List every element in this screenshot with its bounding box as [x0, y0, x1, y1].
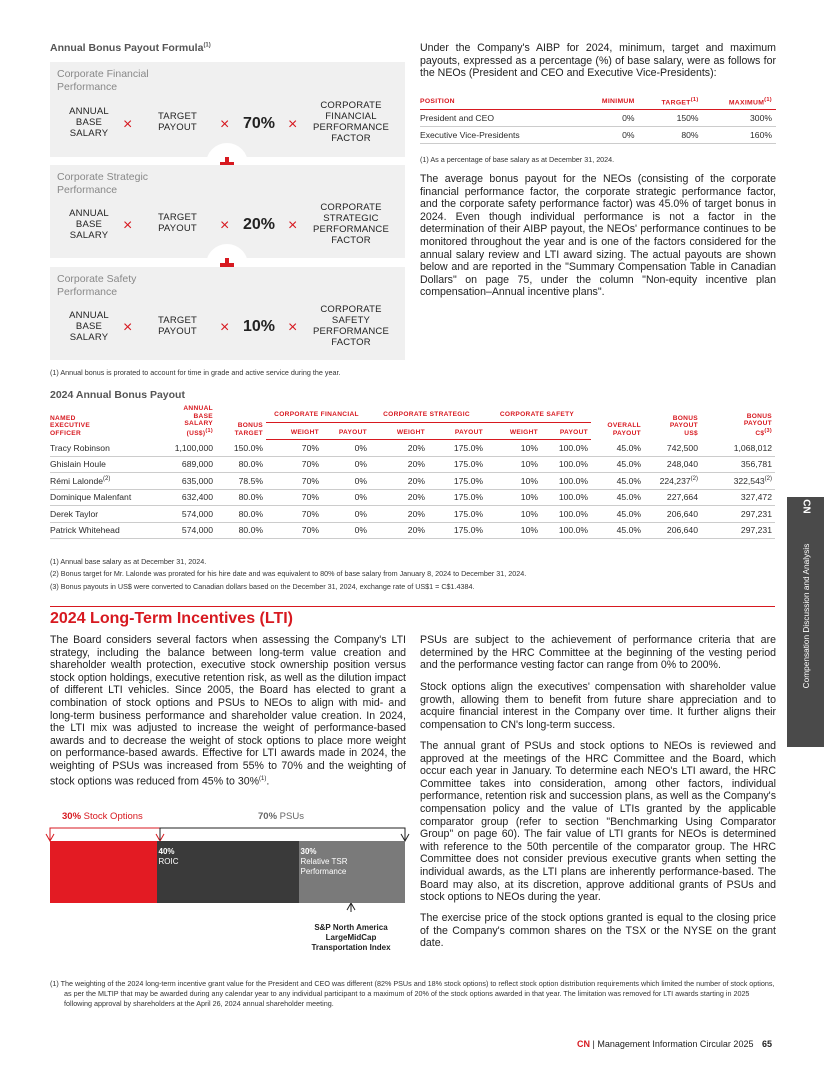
lti-left-paragraph: The Board considers several factors when assessing the Company's LTI strategy, including the balance between long-term value creation and shareholder wealth protection, executive stock ownership position versus stock option holdings, executive retention risk, as well as the dilution impact of different LTI vehicles. Since 2005, the Board has elected to grant a combination of stock options and PSUs to NEOs to align with mid- and long-term business performance and shareholder value creation. In 2024, the LTI mix was adjusted to increase the weight of performance-based awards and to decrease the weight of stock options to place more weight on performance-based awards. Effective for LTI awards made in 2024, the weighting of PSUs was increased from 55% to 70% and the weighting of stock options was reduced from 45% to 30%$^{(1)}$. — [50, 634, 406, 788]
formula-weight: 20% — [243, 216, 276, 233]
aibp-intro: Under the Company's AIBP for 2024, minimum, target and maximum payouts, expressed as a percentage (%) of base salary, were as follows for the NEOs (President and CEO and Executive Vice-Presidents): — [420, 42, 776, 80]
roic-bar: 40% ROIC — [157, 841, 299, 903]
col-weight: WEIGHT — [486, 422, 541, 439]
cn-logo: CN — [800, 499, 812, 514]
formula-term-factor: CORPORATE FINANCIAL PERFORMANCE FACTOR — [312, 100, 390, 144]
col-payout-us: BONUS PAYOUT US$ — [669, 414, 698, 437]
formula-term-salary: ANNUAL BASE SALARY — [69, 208, 109, 241]
formula-title: Annual Bonus Payout Formula$^{(1)}$ — [50, 42, 211, 54]
lti-footnote: (1) The weighting of the 2024 long-term incentive grant value for the President and CEO was different (82% PSUs and 18% stock options) to reflect stock option distribution requirements which limited the number of stock options, as per the MLTIP that may be awarded during any calendar year to any individual participant to a maximum of 20% of the stock options awarded in that year. The limitation was removed for LTI awards starting in 2025 following approval by shareholders at the April 26, 2024 annual shareholder meeting. — [50, 979, 775, 1008]
table-row: Derek Taylor 574,000 80.0% 70% 0% 20% 175.0% 10% 100.0% 45.0% 206,640 297,231 — [50, 506, 775, 523]
formula-block-name: Corporate Strategic Performance — [57, 171, 149, 196]
times-icon: × — [288, 319, 298, 336]
table-row: Dominique Malenfant 632,400 80.0% 70% 0% 20% 175.0% 10% 100.0% 45.0% 227,664 327,472 — [50, 489, 775, 506]
bonus-footnote: (1) Annual base salary as at December 31, 2024. — [50, 557, 207, 566]
formula-footnote: (1) Annual bonus is prorated to account for time in grade and active service during the year. — [50, 368, 341, 377]
stock-options-label: 30% Stock Options — [62, 811, 143, 822]
formula-term-target: TARGET PAYOUT — [157, 111, 198, 133]
col-salary: ANNUAL BASE SALARY (US$)$^{(1)}$ — [183, 405, 213, 437]
times-icon: × — [123, 217, 133, 234]
times-icon: × — [220, 319, 230, 336]
table-row: Tracy Robinson 1,100,000 150.0% 70% 0% 20% 175.0% 10% 100.0% 45.0% 742,500 1,068,012 — [50, 440, 775, 457]
bonus-footnote: (3) Bonus payouts in US$ were converted to Canadian dollars based on the December 31, 2024, exchange rate of US$1 = C$1.4384. — [50, 582, 475, 591]
formula-term-target: TARGET PAYOUT — [157, 315, 198, 337]
cn-logo: CN — [577, 1039, 590, 1049]
col-position: POSITION — [420, 94, 581, 110]
col-payout: PAYOUT — [428, 422, 486, 439]
col-officer: NAMED EXECUTIVE OFFICER — [50, 414, 91, 437]
col-payout: PAYOUT — [322, 422, 370, 439]
formula-term-target: TARGET PAYOUT — [157, 212, 198, 234]
col-bonus-target: BONUS TARGET — [234, 422, 263, 437]
psu-label: 70% PSUs — [258, 811, 304, 822]
group-safety: CORPORATE SAFETY — [486, 404, 591, 422]
bonus-table-title: 2024 Annual Bonus Payout — [50, 389, 185, 401]
lti-right-paragraph-1: PSUs are subject to the achievement of performance criteria that are determined by the HRC Committee at the beginning of the vesting period and the performance vesting factor can range from 0% to 200%. — [420, 634, 776, 672]
formula-term-factor: CORPORATE STRATEGIC PERFORMANCE FACTOR — [312, 202, 390, 246]
stock-options-bar — [50, 841, 157, 903]
table-row: Patrick Whitehead 574,000 80.0% 70% 0% 20% 175.0% 10% 100.0% 45.0% 206,640 297,231 — [50, 522, 775, 539]
table-row: Rémi Lalonde$^{(2)}$ 635,000 78.5% 70% 0% 20% 175.0% 10% 100.0% 45.0% 224,237$^{(2)}$ 322,543$^{(2)}$ — [50, 473, 775, 490]
col-minimum: MINIMUM — [581, 94, 638, 110]
table-row: Ghislain Houle 689,000 80.0% 70% 0% 20% 175.0% 10% 100.0% 45.0% 248,040 356,781 — [50, 456, 775, 473]
formula-weight: 10% — [243, 318, 276, 335]
formula-block-name: Corporate Financial Performance — [57, 68, 149, 93]
times-icon: × — [288, 116, 298, 133]
page-number: 65 — [761, 1039, 772, 1049]
col-payout: PAYOUT — [541, 422, 591, 439]
formula-term-salary: ANNUAL BASE SALARY — [69, 106, 109, 139]
formula-block-name: Corporate Safety Performance — [57, 273, 137, 298]
page-footer: CN | Management Information Circular 2025 65 — [577, 1039, 772, 1049]
group-strategic: CORPORATE STRATEGIC — [370, 404, 486, 422]
footer-text: Management Information Circular 2025 — [597, 1039, 754, 1049]
relative-tsr-bar: 30% Relative TSR Performance — [299, 841, 406, 903]
times-icon: × — [220, 217, 230, 234]
col-payout-cs: BONUS PAYOUT C\$$^{(3)}$ — [743, 412, 772, 437]
table-row: Executive Vice-Presidents 0% 80% 160% — [420, 127, 776, 144]
col-overall: OVERALL PAYOUT — [607, 422, 641, 437]
times-icon: × — [220, 116, 230, 133]
lti-right-paragraph-2: Stock options align the executives' compensation with shareholder value growth, allowing them to benefit from future share appreciation and to acquire financial interest in the Company over time. It further aligns their compensation to CN's long-term success. — [420, 681, 776, 731]
col-target: TARGET$^{(1)}$ — [639, 94, 703, 110]
col-weight: WEIGHT — [266, 422, 322, 439]
formula-term-salary: ANNUAL BASE SALARY — [69, 310, 109, 343]
bonus-footnote: (2) Bonus target for Mr. Lalonde was prorated for his hire date and was equivalent to 80% of base salary from January 8, 2024 to December 31, 2024. — [50, 569, 527, 578]
lti-right-paragraph-4: The exercise price of the stock options granted is equal to the closing price of the Company's common shares on the TSX or the NYSE on the grant date. — [420, 912, 776, 950]
side-tab-label: Compensation Discussion and Analysis — [801, 543, 811, 689]
col-maximum: MAXIMUM$^{(1)}$ — [703, 94, 776, 110]
table-row: President and CEO 0% 150% 300% — [420, 110, 776, 127]
lti-section-title: 2024 Long-Term Incentives (LTI) — [50, 610, 294, 627]
col-weight: WEIGHT — [370, 422, 428, 439]
formula-weight: 70% — [243, 115, 276, 132]
group-financial: CORPORATE FINANCIAL — [266, 404, 370, 422]
index-label: S&P North America LargeMidCap Transportation Index — [311, 923, 391, 952]
times-icon: × — [123, 116, 133, 133]
formula-term-factor: CORPORATE SAFETY PERFORMANCE FACTOR — [312, 304, 390, 348]
times-icon: × — [123, 319, 133, 336]
aibp-footnote: (1) As a percentage of base salary as at December 31, 2024. — [420, 155, 615, 164]
times-icon: × — [288, 217, 298, 234]
aibp-paragraph: The average bonus payout for the NEOs (consisting of the corporate financial performance factor, the corporate strategic performance factor, and the corporate safety performance factor) was 45.0% of target bonus in 2024. Even though individual performance is not a factor in the determination of their AIBP payout, the NEOs' performance continues to be monitored throughout the year and is one of the factors considered for the annual salary review and LTI award sizing. The actual payouts are shown below and are reported in the "Summary Compensation Table in Canadian Dollars" on page 75, under the column "Non-equity incentive plan compensation–Annual incentive plans". — [420, 173, 776, 299]
lti-right-paragraph-3: The annual grant of PSUs and stock options to NEOs is reviewed and approved at the meetings of the HRC Committee and the Board, which occur each year in January. To determine each NEO's LTI award, the HRC Committee takes into consideration, among other factors, individual performance, retention risk and succession plans, as well as the Company's compensation policy and the value of LTIs granted by the applicable comparator group (refer to section "Benchmarking Using Comparator Group" on page 60). The fair value of LTI grants for NEOs is determined with reference to the 50th percentile of the comparator group. The HRC Committee does not consider previous executive grants when setting the individual awards, as the LTI plans are inherently performance-based. The Board may also, at its discretion, approve additional grants of PSUs and stock options to NEOs during the year. — [420, 740, 776, 904]
